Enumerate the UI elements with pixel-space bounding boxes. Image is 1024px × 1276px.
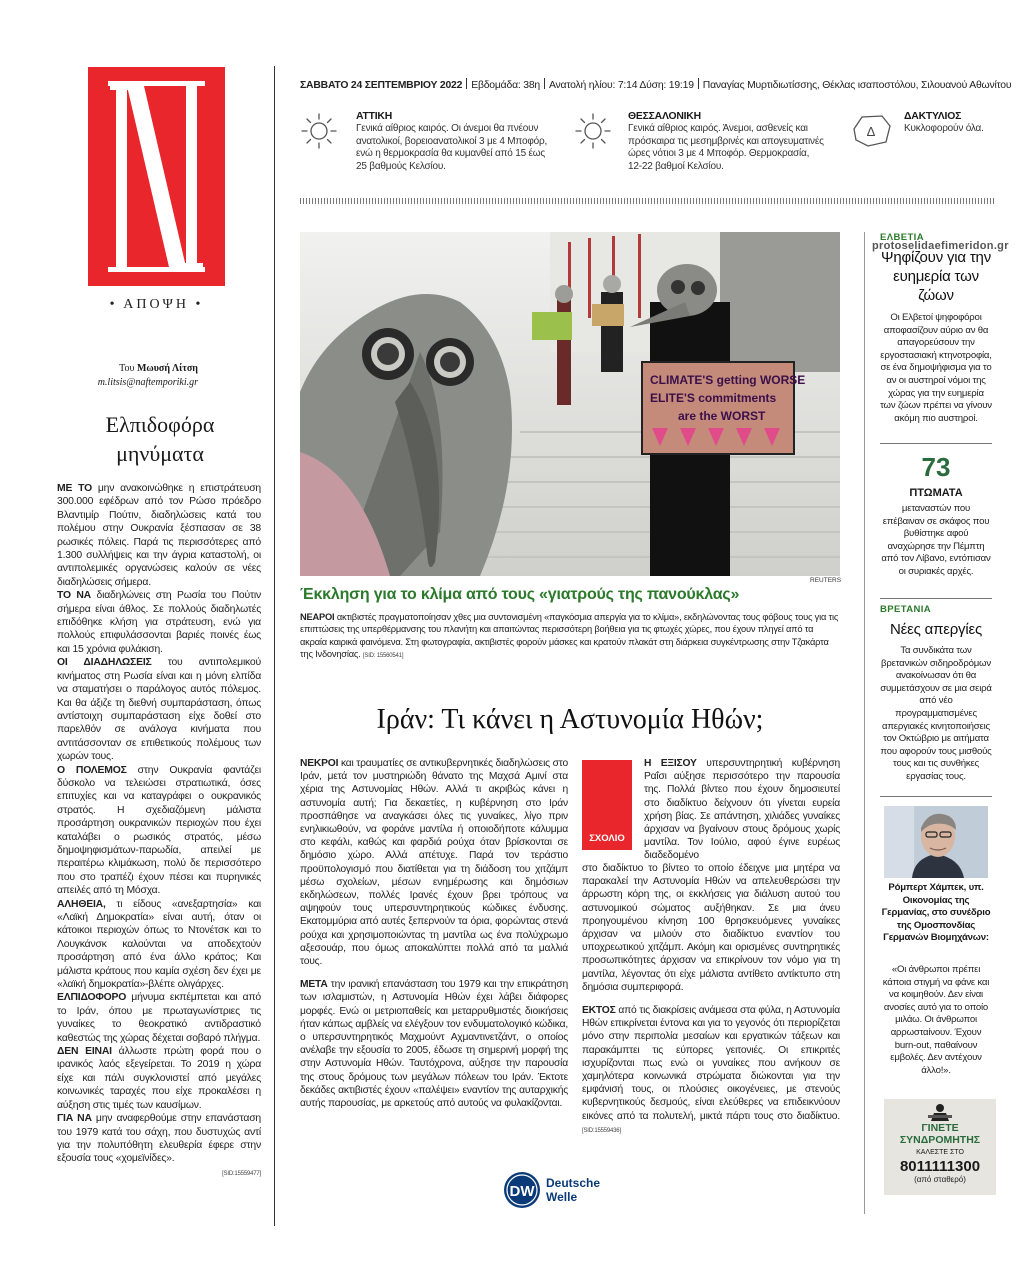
sidebar-divider bbox=[880, 443, 992, 444]
main-photo bbox=[300, 232, 840, 576]
sidebar-body: Τα συνδικάτα των βρετανικών σιδηροδρόμων ανακοίνωσαν ότι θα συμμετάσχουν σε μια σειρά από νέο προγραμματισμένες απεργιακές κινητοποιήσεις τον Οκτώβριο με αιτήματα που αφορούν τους μισθούς τους και τις συνθήκες εργασίας τους. bbox=[880, 645, 992, 782]
caption-text: ακτιβιστές πραγματοποίησαν χθες μια συντονισμένη «παγκόσμια απεργία για το κλίμα», εκδηλώνοντας τους φόβους τους για τις επιπτώσεις της υπερθέρμανσης του πλανήτη και απαιτώντας περισσότερη βοήθεια για τις φτωχές χώρες, που έχουν πληγεί από τα ακραία καιρικά φαινόμενα. Στη φωτογραφία, ακτιβιστές φορούν μάσκες και κρατούν πλακάτ στη διάρκεια συγκέντρωσης στην Τζακάρτα της Ινδονησίας. bbox=[300, 612, 839, 660]
article-column-2 bbox=[582, 862, 840, 1148]
sunrise-sunset: Ανατολή ηλίου: 7:14 Δύση: 19:19 bbox=[548, 80, 694, 91]
opinion-paragraph bbox=[57, 1112, 261, 1166]
ring-road-icon bbox=[848, 112, 894, 150]
sidebar-kicker: ΒΡΕΤΑΝΙΑ bbox=[880, 604, 932, 615]
stat-body: μεταναστών που επέβαιναν σε σκάφος που βυθίστηκε αφού αναχώρησε την Πέμπτη από τον Λίβανο, εντόπισαν οι συριακές αρχές. bbox=[881, 503, 991, 577]
paragraph-text: του αντιπολεμικού κινήματος στη Ρωσία είναι και η μόνη ελπίδα να σταματήσει ο παράλογος αυτός πόλεμος. Και θα άξιζε τη διεθνή συμπαράσταση, όπως αντίστοιχη συμπαράσταση είχε δοθεί στο παρελθόν σε ανάλογα κινήματα που αντιτάσσονταν σε επιθετικούς πολέμους των χωρών τους. bbox=[57, 657, 261, 763]
byline bbox=[60, 362, 198, 390]
paragraph-text: μήνυμα εκπέμπεται και από το Ιράν, όπου με πρωταγωνίστριες τις γυναίκες το θεοκρατικό αντιδραστικό καθεστώς της χώρας δέχεται σοβαρό πλήγμα. bbox=[57, 992, 261, 1044]
author-name: Μωυσή Λίτση bbox=[136, 363, 198, 374]
deutsche-welle-logo bbox=[502, 1170, 652, 1210]
paragraph-text: από τις διακρίσεις ανάμεσα στα φύλα, η Αστυνομία Ηθών επικρίνεται έντονα και για το γεγονός ότι περιορίζεται μόνο στην περιπολία μεσαίων και εργατικών τάξεων και παρακάμπτει τις εύπορες γειτονιές. Οι επικριτές ισχυρίζονται πως ενώ οι γυναίκες που ανήκουν σε χαμηλότερα κοινωνικά στρώματα διώκονται για την εμφάνισή τους, οι πλούσιες οικογένειες, με στενούς κυβερνητικούς δεσμούς, είναι ελεύθερες να επιδεικνύουν εικόνες από τα πολυτελή, μικτά πάρτι τους στο διαδίκτυο. bbox=[582, 1005, 840, 1122]
article-paragraph bbox=[582, 1004, 840, 1138]
paragraph-text: την ιρανική επανάσταση του 1979 και την επικράτηση των ισλαμιστών, η Αστυνομία Ηθών έχει λάβει διάφορες μορφές. Ενώ οι μετριοπαθείς και μεταρρυθμιστές διοικήσεις ήταν κάπως αμβλείς να ελέγξουν τον ενδυματολογικό κώδικα, ο υπερσυντηρητικός Μαχμούντ Αχμαντινετζάντ, ο οποίος ανέλαβε την εξουσία το 2005, έδωσε τη σημερινή μορφή της στην Αστυνομία Ηθών. Ταυτόχρονα, αύξησε την παρουσία της στους δρόμους των μεγάλων πόλεων του Ιράν. Έκτοτε δεκάδες ακτιβιστές έχουν «παλέψει» εναντίον της αυταρχικής αυτής παρουσίας, με αρκετούς από αυτούς να φυλακίζονται. bbox=[300, 979, 568, 1110]
weather-text: Γενικά αίθριος καιρός. Οι άνεμοι θα πνέουν ανατολικοί, βορειοανατολικοί 3 με 4 Μποφόρ, ενώ η θερμοκρασία θα κυμανθεί από 15 έως 25 βαθμούς Κελσίου. bbox=[356, 123, 548, 172]
column-divider bbox=[274, 66, 275, 1226]
stat-label: ΠΤΩΜΑΤΑ bbox=[909, 487, 963, 499]
article-column-1 bbox=[300, 757, 568, 1120]
separator bbox=[698, 78, 699, 89]
article-column-2-top bbox=[644, 757, 840, 873]
opinion-sid bbox=[57, 1166, 261, 1181]
paragraph-text: άλλωστε πρώτη φορά που ο ιρανικός λαός εξεγείρεται. Το 2019 η χώρα είχε και πάλι συγκλονιστεί από μεγάλες κοινωνικές ταραχές που είχε προκαλέσει η αύξηση στις τιμές των καυσίμων. bbox=[57, 1046, 262, 1111]
sidebar-body: Οι Ελβετοί ψηφοφόροι αποφασίζουν αύριο αν θα απαγορεύσουν την εργοστασιακή κτηνοτροφία, σε ένα δημοψήφισμα για το αν οι αυστηροί νόμοι της χώρας για την ευημερία των ζώων πρέπει να γίνουν ακόμη πιο αυστηροί. bbox=[880, 312, 992, 424]
name-days: Παναγίας Μυρτιδιωτίσσης, Θέκλας ισαποστόλου, Σιλουανού Αθωνίτου bbox=[702, 80, 1012, 91]
comment-tag bbox=[582, 760, 632, 850]
date: ΣΑΒΒΑΤΟ 24 ΣΕΠΤΕΜΒΡΙΟΥ 2022 bbox=[300, 80, 463, 91]
paragraph-lead: ΓΙΑ ΝΑ bbox=[57, 1113, 92, 1125]
opinion-paragraph bbox=[57, 482, 261, 589]
weather-thessaloniki bbox=[628, 111, 824, 173]
sun-icon bbox=[574, 112, 612, 155]
weather-region: ΘΕΣΣΑΛΟΝΙΚΗ bbox=[628, 111, 701, 122]
sidebar-title: Νέες απεργίες bbox=[890, 621, 982, 638]
weather-region: ΑΤΤΙΚΗ bbox=[356, 111, 393, 122]
article-paragraph bbox=[582, 862, 840, 994]
portrait-photo bbox=[884, 806, 988, 878]
subscribe-call: ΚΑΛΕΣΤΕ ΣΤΟ bbox=[916, 1149, 964, 1156]
sun-icon bbox=[300, 112, 338, 155]
stat-number: 73 bbox=[921, 452, 951, 482]
paragraph-text: μην αναφερθούμε στην επανάσταση του 1979 κατά του σάχη, που δυστυχώς αντί για την πολυπόθητη ελευθερία έφερε στην εξουσία τους «χομεϊνίδες». bbox=[57, 1113, 261, 1165]
partner-name-2: Welle bbox=[546, 1190, 578, 1204]
opinion-paragraph bbox=[57, 764, 261, 898]
column-divider bbox=[864, 232, 865, 1214]
quote-text: «Οι άνθρωποι πρέπει κάποια στιγμή να φάνε και να κοιμηθούν. Δεν είναι ανοσίες αυτό για το οποίο μιλάω. Οι άνθρωποι αρρωσταίνουν. Έχουν burn-out, παθαίνουν εμβολές. Δεν αντέχουν άλλο!». bbox=[882, 964, 990, 1076]
n-logo-icon bbox=[88, 67, 225, 286]
separator bbox=[466, 78, 467, 89]
watermark: protoselidaefimeridon.gr bbox=[872, 240, 1009, 252]
paragraph-lead: Ο ΠΟΛΕΜΟΣ bbox=[57, 764, 127, 776]
paragraph-lead: ΕΛΠΙΔΟΦΟΡΟ bbox=[57, 992, 127, 1004]
weather-attica bbox=[356, 111, 552, 173]
paragraph-text: στο διαδίκτυο το βίντεο το οποίο έδειχνε μια μητέρα να παρακαλεί την Αστυνομία Ηθών να απελευθερώσει την άρρωστη κόρη της, οι εκκλήσεις για διάλυση αυτού του αστυνομικού σώματος αυξήθηκαν. Σε μια άνευ προηγουμένου κίνηση 100 θρησκευόμενες γυναίκες άρχισαν να μιλούν στο διαδίκτυο εναντίον του υποχρεωτικού χιτζάμπ. Ακόμη και ορισμένες συντηρητικές προσωπικότητες άρχισαν να επικρίνουν τον νόμο για τη μαντίλα, λέγοντας ότι είχε μάλιστα αντίθετο αντίκτυπο στη δημόσια συμπεριφορά. bbox=[582, 863, 840, 993]
paragraph-lead: ΑΛΗΘΕΙΑ, bbox=[57, 898, 106, 910]
paragraph-text: διαδηλώνεις στη Ρωσία του Πούτιν σήμερα είναι άθλος. Σε πολλούς διαδηλωτές επιδόθηκε κλήση για στράτευση, ενώ για πολλούς επιφυλάσσονται βαριές ποινές έως και 15 χρόνια φυλάκιση. bbox=[57, 590, 262, 655]
paragraph-lead: ΟΙ ΔΙΑΔΗΛΩΣΕΙΣ bbox=[57, 657, 152, 669]
opinion-paragraph bbox=[57, 1045, 261, 1112]
photo-credit: REUTERS bbox=[810, 577, 842, 584]
paragraph-lead: ΕΚΤΟΣ bbox=[582, 1005, 616, 1017]
caption-lead: ΝΕΑΡΟΙ bbox=[300, 612, 335, 622]
paragraph-lead: ΝΕΚΡΟΙ bbox=[300, 758, 339, 769]
weather-ring-road bbox=[904, 111, 994, 136]
article-paragraph bbox=[300, 978, 568, 1110]
partner-name-1: Deutsche bbox=[546, 1176, 601, 1190]
comment-label: ΣΧΟΛΙΟ bbox=[589, 833, 625, 844]
sidebar-divider bbox=[880, 796, 992, 797]
paragraph-lead: ΜΕ ΤΟ bbox=[57, 483, 92, 494]
author-prefix: Του bbox=[119, 363, 135, 374]
paragraph-lead: ΔΕΝ ΕΙΝΑΙ bbox=[57, 1046, 112, 1058]
subscribe-phone[interactable]: 8011111300 bbox=[899, 1158, 981, 1175]
separator bbox=[544, 78, 545, 89]
quote-attribution: Ρόμπερτ Χάμπεκ, υπ. Οικονομίας της Γερμανίας, στο συνέδριο της Ομοσπονδίας Γερμανών Βιομηχάνων: bbox=[881, 882, 991, 944]
paragraph-text: στην Ουκρανία φαντάζει δύσκολο να τελειώσει στρατιωτικά, όσες επιτυχίες και να καταγράφει ο ουκρανικός στρατός. Η σχεδιαζόμενη μάλιστα προσάρτηση ουκρανικών περιοχών που έχει καταλάβει ο ρωσικός στρατός, μέσω δημοψηφισμάτων-παρωδία, απειλεί με περαιτέρω κλιμάκωση, πολύ δε περισσότερο που στο τραπέζι έχουν πέσει και πυρηνικές απειλές από τη Μόσχα. bbox=[57, 764, 261, 897]
sidebar-title: Ψηφίζουν για την ευημερία των ζώων bbox=[881, 249, 991, 304]
opinion-paragraph bbox=[57, 656, 261, 763]
section-label: • ΑΠΟΨΗ • bbox=[109, 297, 204, 312]
photo-caption-body bbox=[300, 611, 840, 663]
sidebar-kicker: ΕΛΒΕΤΙΑ bbox=[880, 232, 924, 243]
paragraph-text: τι είδους «ανεξαρτησία» και «Λαϊκή Δημοκρατία» είναι αυτή, όταν οι κάτοικοι περιοχών όπως το Ντονέτσκ και το Λουγκάνσκ καλούνται να αποδεχτούν προσάρτηση από ένα άλλο κράτος; Και μάλιστα κράτους που καμία σχέση δεν έχει με «λαϊκή δημοκρατία»-βλέπε ολιγάρχες. bbox=[57, 898, 261, 991]
sidebar-divider bbox=[880, 598, 992, 599]
subscribe-title-2: ΣΥΝΔΡΟΜΗΤΗΣ bbox=[899, 1134, 981, 1146]
subscribe-title-1: ΓΙΝΕΤΕ bbox=[921, 1122, 959, 1134]
ring-road-badge: Δ bbox=[866, 124, 876, 139]
author-email[interactable]: m.litsis@naftemporiki.gr bbox=[97, 377, 198, 388]
article-paragraph bbox=[300, 757, 568, 968]
date-bar bbox=[300, 78, 1012, 91]
newspaper-logo bbox=[88, 67, 225, 286]
opinion-paragraph bbox=[57, 991, 261, 1045]
weather-region: ΔΑΚΤΥΛΙΟΣ bbox=[904, 111, 962, 122]
opinion-body bbox=[57, 482, 261, 1181]
dw-mark: DW bbox=[509, 1183, 535, 1200]
sid-text: [SID:15559477] bbox=[222, 1170, 261, 1177]
opinion-paragraph bbox=[57, 898, 261, 992]
sign-line-3: are the WORST bbox=[678, 409, 766, 423]
hatch-divider bbox=[300, 198, 994, 204]
subscribe-box[interactable] bbox=[884, 1099, 996, 1195]
article-paragraph bbox=[644, 757, 840, 863]
paragraph-text: μην ανακοινώθηκε η επιστράτευση 300.000 εφέδρων από τον Ρώσο πρόεδρο Βλαντιμίρ Πούτιν, διαδηλώσεις κατά του πολέμου στην Ουκρανία ξέσπασαν σε 38 ρωσικές πόλεις. Παρά τις περισσότερες από 1.300 συλλήψεις και την άγρια καταστολή, οι αντιπολεμικές οργανώσεις καλούν σε νέες διαδηλώσεις σήμερα. bbox=[57, 483, 261, 588]
paragraph-text: και τραυματίες σε αντικυβερνητικές διαδηλώσεις στο Ιράν, μετά τον μυστηριώδη θάνατο της Μαχσά Αμινί στα χέρια της Αστυνομίας Ηθών. Αλλά τι ακριβώς κάνει η αστυνομία αυτή; Για δεκαετίες, η κυβέρνηση στο Ιράν προσπάθησε να αναγκάσει όλες τις γυναίκες, λίγο πριν ενηλικιωθούν, να φοράνε μαντίλα ή οποιοδήποτε κάλυμμα στο κεφάλι, καθώς και φαρδιά ρούχα όταν βρίσκονται σε δημόσιο χώρο. Αλλά απέτυχε. Παρά τον τεράστιο προϋπολογισμό που διατίθεται για τη διάδοση του χιτζάμπ μέσω σχολείων, μέσων ενημέρωσης και δημόσιων εκδηλώσεων, πολλές Ιρανές έχουν βρει τρόπους να αψηφούν τους υπερσυντηρητικούς κώδικες ένδυσης. Εκατομμύρια από αυτές ξεπερνούν τα όρια, φορώντας στενά ρούχα και χρησιμοποιώντας τη μαντίλα ως ένα πολύχρωμο αξεσουάρ, που όμως αποκαλύπτει πολλά από τα μαλλιά τους. bbox=[300, 758, 568, 968]
paragraph-lead: ΤΟ ΝΑ bbox=[57, 590, 91, 602]
weather-text: Γενικά αίθριος καιρός. Άνεμοι, ασθενείς και πρόσκαιρα τις μεσημβρινές και απογευματινές ώρες νότιοι 3 με 4 Μποφόρ. Θερμοκρασία, 12-22 βαθμοί Κελσίου. bbox=[628, 123, 824, 172]
opinion-title: Ελπιδοφόρα μηνύματα bbox=[105, 412, 215, 466]
weather-text: Κυκλοφορούν όλα. bbox=[904, 123, 984, 134]
week: Εβδομάδα: 38η bbox=[471, 80, 540, 91]
opinion-paragraph bbox=[57, 589, 261, 656]
paragraph-text: υπερσυντηρητική κυβέρνηση Ραΐσι αύξησε περισσότερο την παρουσία της. Πολλά βίντεο που έχουν δημοσιευτεί στο διαδίκτυο δείχνουν ότι γίνεται ευρεία χρήση βίας. Σε απάντηση, χιλιάδες γυναίκες άρχισαν να βγαίνουν στους δρόμους χωρίς μαντίλα. Τον Ιούλιο, αφού έγινε ευρέως διαδεδομένο bbox=[644, 758, 840, 862]
photo-caption-title: Έκκληση για το κλίμα από τους «γιατρούς της πανούκλας» bbox=[300, 586, 740, 603]
paragraph-lead: Η ΕΞΙΣΟΥ bbox=[644, 758, 697, 769]
sign-line-1: CLIMATE'S getting WORSE bbox=[650, 373, 806, 387]
sign-line-2: ELITE'S commitments bbox=[650, 391, 777, 405]
sid-text: [SID:15559436] bbox=[582, 1127, 621, 1134]
reader-icon bbox=[884, 1101, 996, 1123]
article-headline: Ιράν: Τι κάνει η Αστυνομία Ηθών; bbox=[376, 704, 764, 735]
subscribe-note: (από σταθερό) bbox=[914, 1175, 966, 1184]
paragraph-lead: ΜΕΤΑ bbox=[300, 979, 328, 991]
sid-text: [SID: 15560541] bbox=[362, 653, 404, 660]
